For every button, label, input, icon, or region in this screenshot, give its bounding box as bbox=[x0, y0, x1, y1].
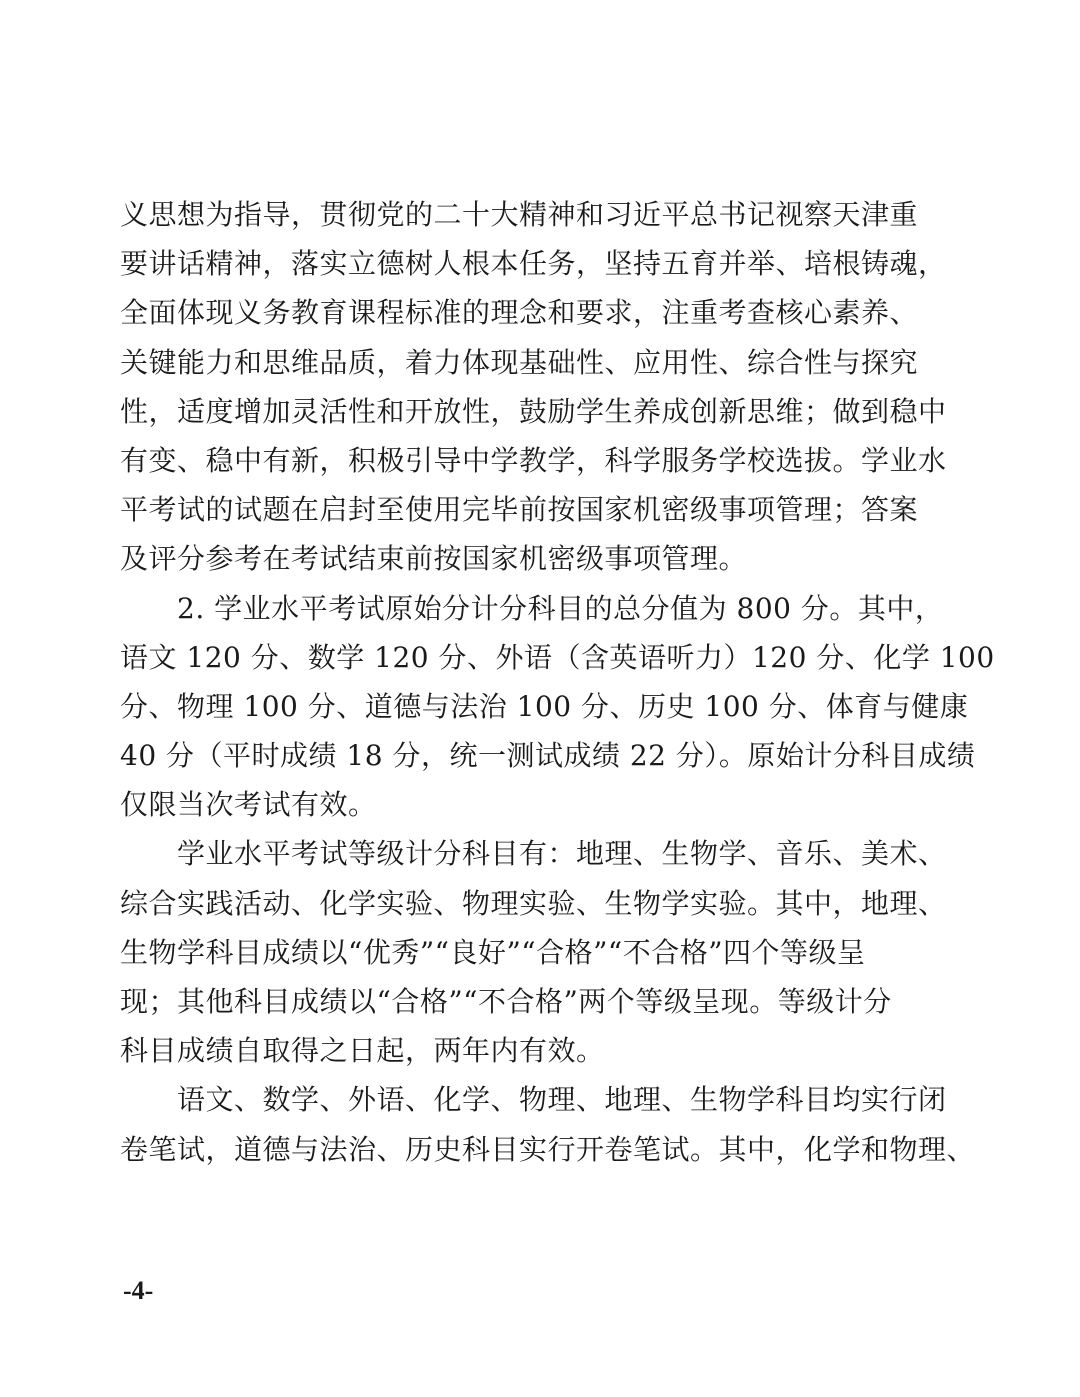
text-line: 生物学科目成绩以“优秀”“良好”“合格”“不合格”四个等级呈 bbox=[120, 935, 866, 969]
text-line: 有变、稳中有新，积极引导中学教学，科学服务学校选拔。学业水 bbox=[120, 443, 947, 477]
text-line: 学业水平考试等级计分科目有：地理、生物学、音乐、美术、 bbox=[120, 837, 947, 871]
text-line: 综合实践活动、化学实验、物理实验、生物学实验。其中，地理、 bbox=[120, 886, 947, 920]
text-line: 卷笔试，道德与法治、历史科目实行开卷笔试。其中，化学和物理、 bbox=[120, 1132, 976, 1166]
text-line: 2. 学业水平考试原始分计分科目的总分值为 800 分。其中， bbox=[120, 591, 944, 625]
text-line: 科目成绩自取得之日起，两年内有效。 bbox=[120, 1034, 605, 1068]
text-line: 现；其他科目成绩以“合格”“不合格”两个等级呈现。等级计分 bbox=[120, 985, 892, 1018]
text-line: 分、物理 100 分、道德与法治 100 分、历史 100 分、体育与健康 bbox=[120, 689, 969, 723]
text-line: 语文 120 分、数学 120 分、外语（含英语听力）120 分、化学 100 bbox=[120, 640, 995, 674]
text-line: 要讲话精神，落实立德树人根本任务，坚持五育并举、培根铸魂， bbox=[120, 247, 947, 281]
body-text bbox=[120, 190, 995, 1174]
text-line: 全面体现义务教育课程标准的理念和要求，注重考查核心素养、 bbox=[120, 296, 919, 330]
page-number: -4- bbox=[123, 1276, 154, 1305]
text-line: 仅限当次考试有效。 bbox=[120, 788, 377, 822]
text-line: 义思想为指导，贯彻党的二十大精神和习近平总书记视察天津重 bbox=[120, 198, 919, 231]
text-line: 平考试的试题在启封至使用完毕前按国家机密级事项管理；答案 bbox=[120, 493, 919, 527]
text-line: 关键能力和思维品质，着力体现基础性、应用性、综合性与探究 bbox=[120, 345, 919, 379]
text-line: 及评分参考在考试结束前按国家机密级事项管理。 bbox=[120, 542, 748, 576]
text-line: 性，适度增加灵活性和开放性，鼓励学生养成创新思维；做到稳中 bbox=[120, 394, 947, 428]
text-line: 40 分（平时成绩 18 分，统一测试成绩 22 分）。原始计分科目成绩 bbox=[120, 739, 976, 773]
text-line: 语文、数学、外语、化学、物理、地理、生物学科目均实行闭 bbox=[120, 1083, 947, 1117]
